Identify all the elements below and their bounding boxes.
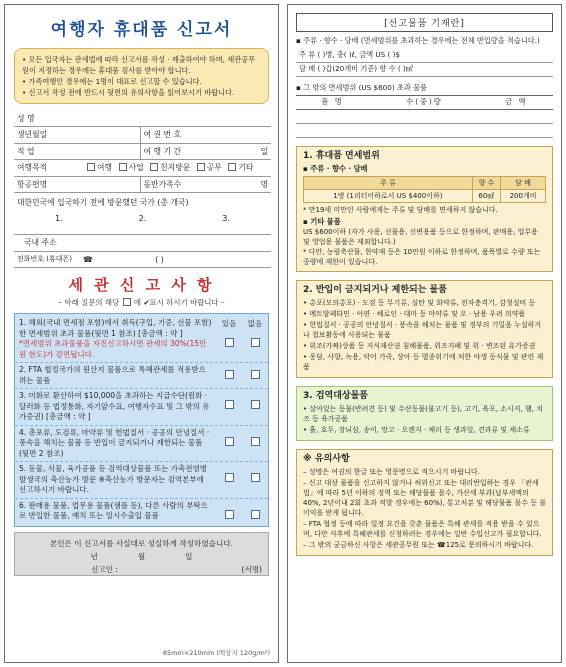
caution-item-4: – 그 밖의 궁금하신 사항은 세관공무원 또는 ☎125로 문의하시기 바랍니다. <box>303 540 534 549</box>
duty-free-note-2: * 다만, 농림축산물, 한약재 등은 10만원 이하로 한정하며, 품목별로 수량 또는 중량에 제한이 있습니다. <box>303 247 541 266</box>
question-1-yes <box>216 316 242 362</box>
purpose-label: 여행목적 <box>14 160 80 177</box>
signature-mark: (서명) <box>241 564 262 574</box>
country-slot-2: 2. <box>138 214 147 223</box>
question-1-no <box>242 316 268 362</box>
phone-paren: ( ) <box>155 254 164 264</box>
flight-label: 항공편명 <box>14 176 80 193</box>
question-4-no-checkbox[interactable] <box>251 437 260 446</box>
date-year: 년 <box>90 551 98 561</box>
date-day: 일 <box>185 551 193 561</box>
birth-label: 생년월일 <box>14 127 80 144</box>
name-field[interactable] <box>80 110 271 127</box>
family-field[interactable] <box>196 176 271 193</box>
signature-box <box>14 532 269 576</box>
declarant-label: 신고인 : <box>91 564 118 574</box>
job-field[interactable] <box>80 143 140 160</box>
visited-countries-label: 대한민국에 입국하기 전에 방문했던 국가 (총 개국) <box>17 198 189 207</box>
purpose-option-travel: 여행 <box>97 163 113 173</box>
duty-free-other: US $600이하 (자가 사용, 선물용, 신변용품 등으로 한정하며, 판매용, 업무용 및 영업용 물품은 제외합니다.) <box>303 227 538 246</box>
question-2 <box>15 363 268 389</box>
prohibited-item-2: • 메트암페타민 · 아편 · 헤로인 · 대마 등 마약류 및 오 · 남용 우려 의약품 <box>303 309 526 318</box>
col-liquor: 주 류 <box>304 176 473 189</box>
duty-free-title: 1. 휴대품 면세범위 <box>303 150 380 161</box>
notice-line-3: • 신고서 작성 전에 반드시 뒷면의 유의사항을 읽어보시기 바랍니다. <box>22 88 235 97</box>
goods-row-1[interactable] <box>296 109 553 123</box>
question-2-yes-checkbox[interactable] <box>225 370 234 379</box>
prohibited-item-5: • 웅담, 사향, 녹용, 악어 가죽, 상아 등 멸종위기에 처한 야생 동식물 및 관련 제품 <box>303 352 544 371</box>
purpose-option-visit: 친지방문 <box>160 163 191 173</box>
goods-col-amount: 금 액 <box>480 95 553 109</box>
declaration-front-panel <box>4 4 279 663</box>
question-5 <box>15 462 268 499</box>
tobacco-heading: ▪ 주류 · 향수 · 담배 (면세범위를 초과하는 경우에는 전체 반입량을 적습니다.) <box>296 36 540 45</box>
notice-line-1: • 모든 입국자는 관세법에 따라 신고서를 작성 · 제출하여야 하며, 세관공무원이 지정하는 경우에는 휴대품 검사를 받아야 합니다. <box>22 55 256 75</box>
question-1-note: *면세범위 초과물품을 자진신고하시면 관세의 30%(15만원 한도)가 감면됩니다. <box>19 339 207 359</box>
col-tobacco: 담 배 <box>501 176 546 189</box>
duty-free-sub1: ▪ 주류 · 향수 · 담배 <box>303 163 368 173</box>
prohibited-item-4: • 위조(가짜)상품 등 지식재산권 침해물품, 위조지폐 및 위 · 변조된 유가증권 <box>303 341 536 350</box>
caution-item-2: – 신고 대상 물품을 신고하지 않거나 허위신고 또는 대리반입하는 경우 「관세법」에 따라 5년 이하의 징역 또는 해당물품 몰수, 가산세 부과(납부세액의 40%, 2년이내 2회 초과 적발 경우에는 60%), 통고처분 및 해당물품 몰수 등 불이익을 받게 됩니다. <box>303 478 546 517</box>
quarantine-title: 3. 검역대상물품 <box>303 390 368 401</box>
no-label: 없음 <box>247 319 263 328</box>
traveler-info-table <box>14 110 271 268</box>
quarantine-section <box>296 386 553 441</box>
prohibited-item-3: • 헌법질서 · 공공의 안녕질서 · 풍속을 해치는 물품 및 정부의 기밀을 누설하거나 첩보활동에 사용되는 물품 <box>303 320 542 339</box>
job-label: 직 업 <box>14 143 80 160</box>
period-unit: 일 <box>260 146 268 156</box>
question-2-no-checkbox[interactable] <box>251 370 260 379</box>
question-2-text: 2. FTA 협정국가의 원산지 물품으로 특혜관세를 적용받으려는 물품 <box>19 365 206 385</box>
instruction-checkbox-icon <box>123 298 131 306</box>
paper-size-note: 85mm×210mm (백상지 120g/m²) <box>162 649 270 657</box>
passport-label: 여 권 번 호 <box>140 127 196 144</box>
quarantine-item-1: • 살아있는 동물(반려견 등) 및 수산동물(물고기 등), 고기, 육포, 소시지, 햄, 치즈 등 육가공품 <box>303 404 543 423</box>
goods-row-2[interactable] <box>296 123 553 137</box>
question-3-yes-checkbox[interactable] <box>225 400 234 409</box>
family-label: 동반가족수 <box>140 176 196 193</box>
customs-declaration-instruction <box>5 297 278 308</box>
duty-free-section <box>296 146 553 272</box>
phone-field[interactable] <box>80 251 271 268</box>
caution-item-1: – 성명은 여권의 한글 또는 영문명으로 적으시기 바랍니다. <box>303 467 480 476</box>
declaration-questions <box>14 313 269 527</box>
goods-col-name: 품 명 <box>296 95 369 109</box>
caution-item-3: – FTA 협정 등에 따라 일정 요건을 갖춘 물품은 특혜 관세를 적용 받을 수 있으며, 다만 사후에 특혜관세를 신청하려는 경우에는 일반 수입신고가 필요합니다. <box>303 519 542 538</box>
question-1-text: 1. 해외(국내 면세점 포함)에서 취득(구입, 기증, 선물 포함)한 면세범위 초과 물품(뒷면 1 참조) [총금액 : 약 ] <box>19 318 212 338</box>
flight-field[interactable] <box>80 176 140 193</box>
form-title: 여행자 휴대품 신고서 <box>50 20 233 40</box>
address-label: 국내 주소 <box>14 235 80 252</box>
goods-heading: ▪ 그 밖의 면세범위 (US $600) 초과 물품 <box>296 82 427 92</box>
prohibited-title: 2. 반입이 금지되거나 제한되는 물품 <box>303 284 447 295</box>
val-liquor: 1병 (1리터이하로서 US $400이하) <box>304 189 473 202</box>
question-6-no-checkbox[interactable] <box>251 510 260 519</box>
question-4-text: 4. 총포류, 도검류, 마약류 및 헌법질서 · 공공의 안녕질서 · 풍속을 해치는 물품 등 반입이 금지되거나 제한되는 물품(뒷면 2 참조) <box>19 427 210 458</box>
duty-free-note-1: * 만19세 미만인 사람에게는 주류 및 담배를 면세하지 않습니다. <box>303 205 498 214</box>
question-1-yes-checkbox[interactable] <box>225 338 234 347</box>
question-3-no-checkbox[interactable] <box>251 400 260 409</box>
period-label: 여 행 기 간 <box>140 143 196 160</box>
purpose-option-official: 공무 <box>206 163 222 173</box>
instruction-post: 에 ✔표시 하시기 바랍니다 – <box>133 298 225 307</box>
country-slots <box>17 214 268 223</box>
purpose-checkbox-visit[interactable] <box>150 163 158 171</box>
date-month: 월 <box>137 551 146 561</box>
purpose-checkbox-other[interactable] <box>228 163 236 171</box>
passport-field[interactable] <box>196 127 271 144</box>
question-5-yes-checkbox[interactable] <box>225 473 234 482</box>
cautions-section <box>296 449 553 556</box>
question-1 <box>15 316 268 363</box>
col-perfume: 향 수 <box>472 176 500 189</box>
goods-table <box>296 95 553 138</box>
signature-statement: 본인은 이 신고서를 사실대로 성실하게 작성하였습니다. <box>49 538 234 548</box>
items-entry-title: [신고물품 기재란] <box>296 13 553 32</box>
declaration-back-panel <box>287 4 562 663</box>
name-label: 성 명 <box>14 110 80 127</box>
question-1-no-checkbox[interactable] <box>251 338 260 347</box>
notice-box <box>14 48 269 104</box>
address-field[interactable] <box>80 235 271 252</box>
liquor-row[interactable]: 주 류 ( )병, 총( )ℓ, 금액 US ( )$ <box>296 48 553 62</box>
val-perfume: 60㎖ <box>472 189 500 202</box>
country-slot-1: 1. <box>55 214 63 223</box>
customs-declaration-title: 세 관 신 고 사 항 <box>68 276 215 294</box>
quarantine-item-2: • 흙, 호두, 장뇌삼, 송이, 망고 · 오렌지 · 체리 등 생과일, 견과류 및 채소류 <box>303 425 530 434</box>
phone-label: 전화번호 (휴대폰) <box>14 251 80 268</box>
question-6 <box>15 499 268 524</box>
period-field[interactable] <box>196 143 271 160</box>
purpose-checkbox-business[interactable] <box>119 163 127 171</box>
question-6-text: 6. 판매용 물품, 업무용 물품(샘플 등), 다른 사람의 부탁으로 반입한 물품, 예치 또는 일시수출입 물품 <box>19 500 208 520</box>
instruction-pre: – 아래 질문의 해당 <box>58 298 120 307</box>
notice-line-2: • 가족여행인 경우에는 1명이 대표로 신고할 수 있습니다. <box>22 77 202 86</box>
purpose-options <box>80 160 271 177</box>
purpose-option-other: 기타 <box>238 163 254 173</box>
purpose-option-business: 사업 <box>128 163 144 173</box>
val-tobacco: 200개비 <box>501 189 546 202</box>
prohibited-section <box>296 280 553 378</box>
purpose-checkbox-travel[interactable] <box>87 163 95 171</box>
signature-date[interactable] <box>21 550 262 563</box>
question-4 <box>15 426 268 463</box>
cautions-title: ※ 유의사항 <box>303 453 350 464</box>
birth-field[interactable] <box>80 127 140 144</box>
goods-col-qty: 수(중)량 <box>369 95 479 109</box>
yes-label: 있음 <box>221 319 237 328</box>
phone-icon: ☎ <box>83 254 93 264</box>
signature-line[interactable] <box>21 563 262 576</box>
tobacco-row[interactable]: 담 배 ( )갑(20개비 기준) 향 수 ( )㎖ <box>296 62 553 76</box>
purpose-checkbox-official[interactable] <box>197 163 205 171</box>
question-3 <box>15 389 268 426</box>
duty-free-sub2: ▪ 기타 물품 <box>303 216 341 226</box>
question-5-no-checkbox[interactable] <box>251 473 260 482</box>
family-unit: 명 <box>260 179 268 189</box>
question-6-yes-checkbox[interactable] <box>225 510 234 519</box>
prohibited-item-1: • 총포(모의총포) · 도검 등 무기류, 실탄 및 화약류, 전자충격기, 감청설비 등 <box>303 298 536 307</box>
question-5-text: 5. 동물, 식물, 육가공품 등 검역대상물품 또는 가축전염병발생국의 축산농가 방문 ※축산농가 방문자는 검역본부에 신고하시기 바랍니다. <box>19 464 208 494</box>
visited-countries-field[interactable] <box>14 193 271 235</box>
country-slot-3: 3. <box>222 214 230 223</box>
duty-free-table <box>303 176 546 203</box>
question-4-yes-checkbox[interactable] <box>225 437 234 446</box>
liquor-tobacco-table <box>296 48 553 77</box>
question-3-text: 3. 미화로 환산하여 $10,000을 초과하는 지급수단(원화 · 달러화 등 법정통화, 자기앞수표, 여행자수표 및 그 밖의 유가증권) [총금액 : 약 ] <box>19 391 210 421</box>
